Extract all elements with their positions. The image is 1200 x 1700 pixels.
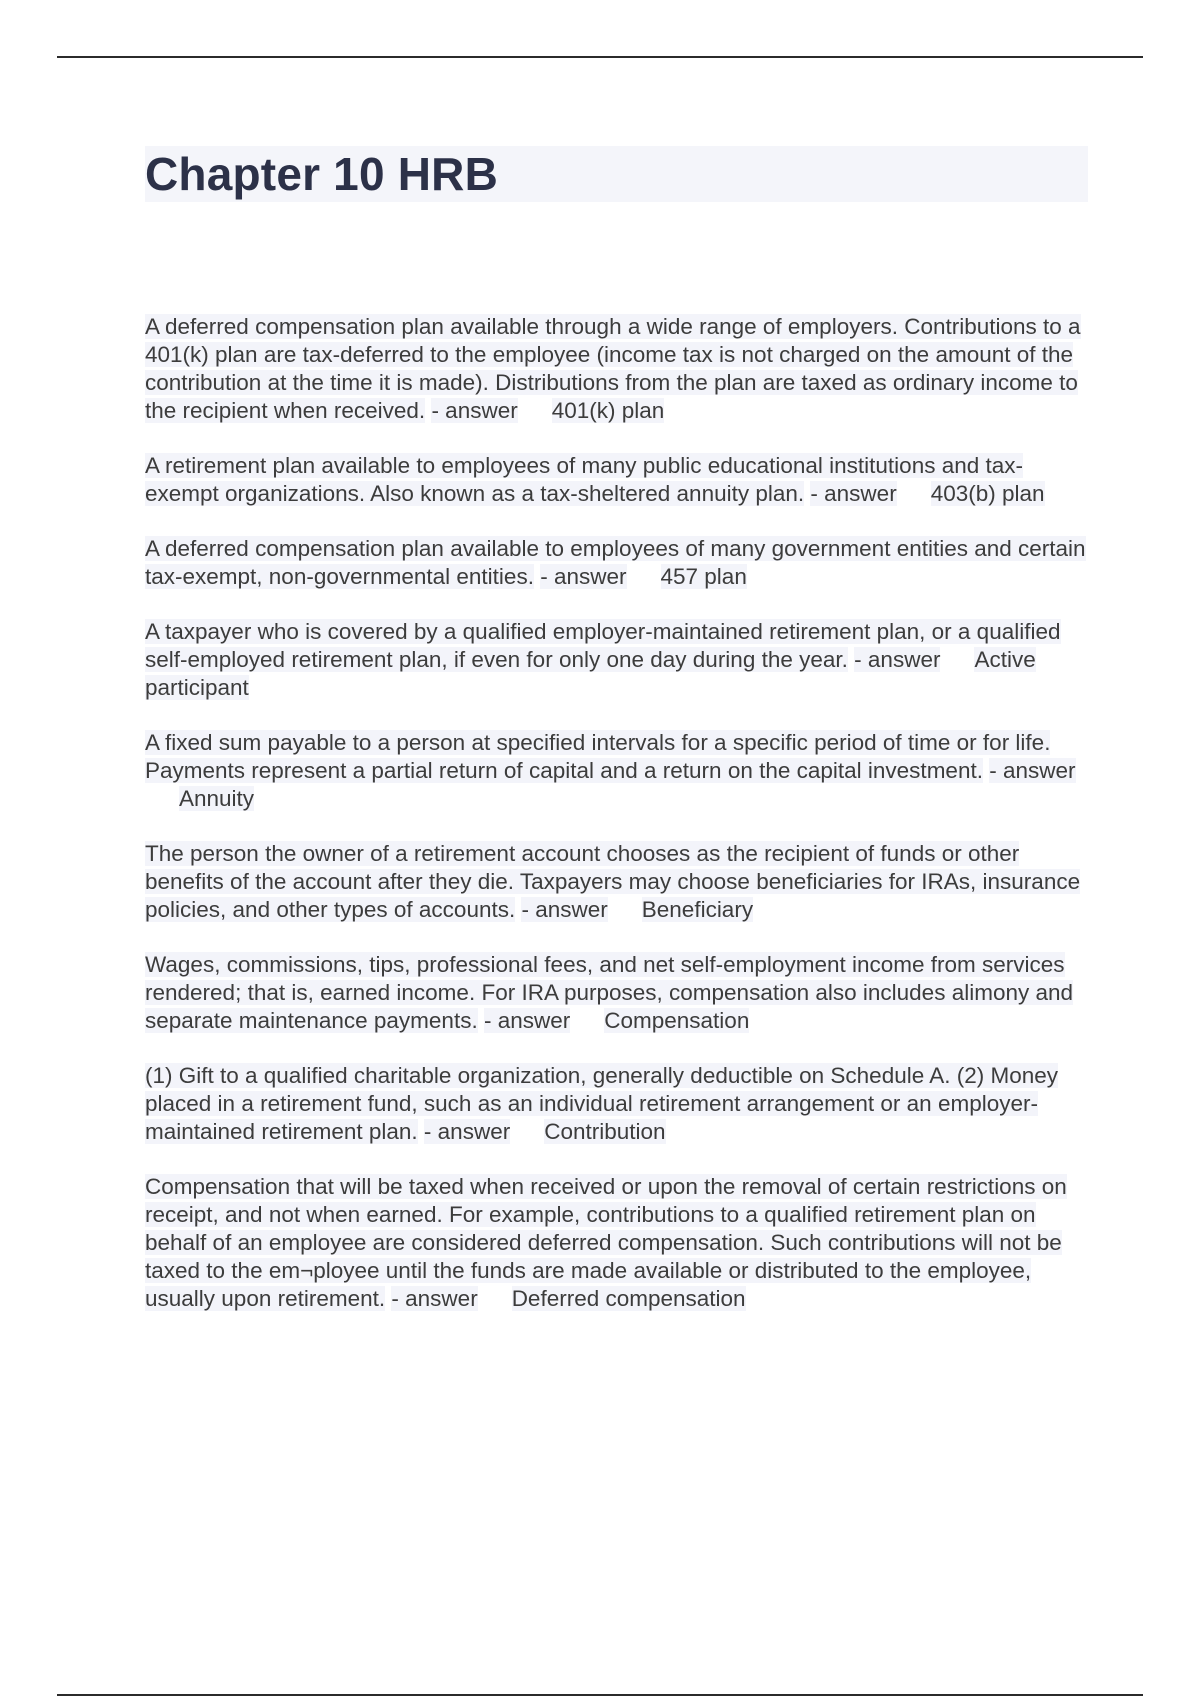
answer-separator: - answer: [391, 1286, 478, 1311]
flashcard-answer: Contribution: [544, 1119, 666, 1144]
flashcard-answer: Compensation: [604, 1008, 750, 1033]
flashcard: [145, 618, 1090, 702]
answer-separator: - answer: [483, 1008, 571, 1033]
flashcard-question: A deferred compensation plan available through a wide range of employers. Contributions to a 401(k) plan are tax-deferred to the employee (income tax is not charged on the amount of the contribution at the time it is made). Distributions from the plan are taxed as ordinary income to the recipient when received.: [145, 314, 1081, 423]
flashcard-answer: Beneficiary: [641, 897, 754, 922]
flashcard: [145, 840, 1090, 924]
flashcard: [145, 313, 1090, 425]
flashcard-question: A fixed sum payable to a person at specified intervals for a specific period of time or for life. Payments represent a partial return of capital and a return on the capital investment.: [145, 730, 1051, 783]
flashcard-question: Compensation that will be taxed when received or upon the removal of certain restrictions on receipt, and not when earned. For example, contributions to a qualified retirement plan on behalf of an employee are considered deferred compensation. Such contributions will not be taxed to the em¬ployee until the funds are made available or distributed to the employee, usually upon retirement.: [145, 1174, 1067, 1311]
flashcard: [145, 535, 1090, 591]
bottom-divider: [57, 1694, 1143, 1696]
flashcard-answer: 457 plan: [660, 564, 747, 589]
flashcard-question: A taxpayer who is covered by a qualified employer-maintained retirement plan, or a qualified self-employed retirement plan, if even for only one day during the year.: [145, 619, 1061, 672]
answer-separator: - answer: [854, 647, 941, 672]
flashcard-answer: Active participant: [145, 647, 1036, 700]
flashcard: [145, 452, 1090, 508]
top-divider: [57, 56, 1143, 58]
flashcard-question: A deferred compensation plan available to employees of many government entities and certain tax-exempt, non-governmental entities.: [145, 536, 1086, 589]
answer-separator: - answer: [810, 481, 897, 506]
flashcard-answer: Deferred compensation: [511, 1286, 746, 1311]
answer-separator: - answer: [431, 398, 518, 423]
flashcard: [145, 1062, 1090, 1146]
flashcard: [145, 951, 1090, 1035]
answer-separator: - answer: [423, 1119, 511, 1144]
flashcard-answer: 403(b) plan: [930, 481, 1045, 506]
flashcard-question: A retirement plan available to employees of many public educational institutions and tax-exempt organizations. Also known as a tax-sheltered annuity plan.: [145, 453, 1024, 506]
answer-separator: - answer: [521, 897, 608, 922]
flashcard: [145, 729, 1090, 813]
answer-separator: - answer: [989, 758, 1076, 783]
flashcard-answer: Annuity: [179, 786, 255, 811]
flashcard: [145, 1173, 1090, 1313]
flashcard-question: (1) Gift to a qualified charitable organization, generally deductible on Schedule A. (2) Money placed in a retirement fund, such as an individual retirement arrangement or an employer-maintained retirement plan.: [145, 1063, 1059, 1144]
flashcard-list: [145, 313, 1090, 1340]
flashcard-question: The person the owner of a retirement account chooses as the recipient of funds or other benefits of the account after they die. Taxpayers may choose beneficiaries for IRAs, insurance policies, and other types of accounts.: [145, 841, 1081, 922]
page-title: Chapter 10 HRB: [145, 148, 498, 200]
flashcard-answer: 401(k) plan: [551, 398, 665, 423]
flashcard-question: Wages, commissions, tips, professional fees, and net self-employment income from services rendered; that is, earned income. For IRA purposes, compensation also includes alimony and separate maintenance payments.: [145, 952, 1074, 1033]
answer-separator: - answer: [540, 564, 627, 589]
